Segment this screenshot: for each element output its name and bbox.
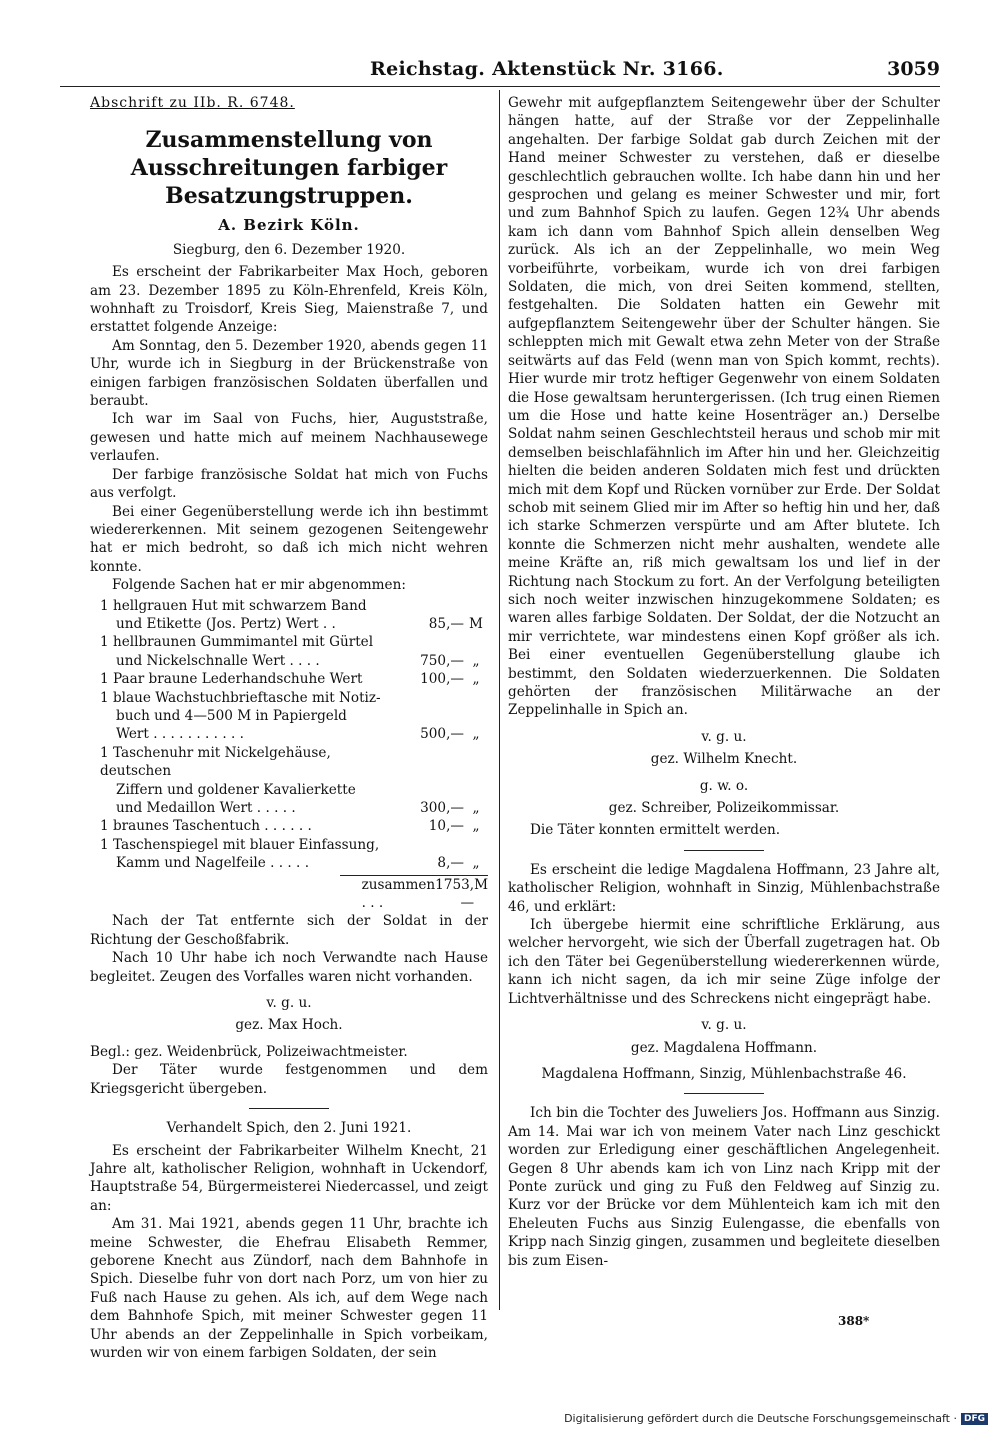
footer: [564, 1412, 988, 1425]
right-column: [508, 94, 940, 1270]
item-currency: „: [472, 652, 480, 669]
paragraph: Am 31. Mai 1921, abends gegen 11 Uhr, brachte ich meine Schwester, die Ehefrau Elisabeth Remmer, geborene Knecht aus Zündorf, nach dem Bahnhofe in Spich. Dieselbe fuhr von dort nach Porz, um von hier zu Fuß nach Hause zu gehen. Als ich, auf dem Wege nach dem Bahnhofe Spich, mit meiner Schwester gegen 11 Uhr abends an der Zeppelinhalle in Spich vorbeikam, wurden wir von einem farbigen Soldaten, der sein: [90, 1216, 488, 1361]
paragraph: Nach 10 Uhr habe ich noch Verwandte nach Hause begleitet. Zeugen des Vorfalles waren nicht vorhanden.: [90, 950, 488, 985]
place-date-1: Siegburg, den 6. Dezember 1920.: [172, 241, 406, 258]
vgu-mark: v. g. u.: [701, 1017, 747, 1034]
title-line-1: Zusammenstellung von Ausschreitungen farbiger: [130, 127, 448, 182]
footer-text: Digitalisierung gefördert durch die Deutsche Forschungsgemeinschaft ·: [564, 1412, 957, 1425]
item-amount: 750,—: [420, 652, 464, 669]
paragraph: Es erscheint die ledige Magdalena Hoffmann, 23 Jahre alt, katholischer Religion, wohnhaft in Sinzig, Mühlenbachstraße 46, und erklärt:: [508, 861, 940, 915]
item-currency: „: [472, 671, 480, 688]
section-divider: [684, 850, 764, 851]
paragraph: Am Sonntag, den 5. Dezember 1920, abends gegen 11 Uhr, wurde ich in Siegburg in der Brückenstraße von einigen farbigen französischen Soldaten überfallen und beraubt.: [90, 337, 488, 410]
signature-wilhelm-knecht: gez. Wilhelm Knecht.: [650, 751, 798, 768]
item-line: und Medaillon Wert . . . . .: [116, 800, 296, 816]
paragraph: Die Täter konnten ermittelt werden.: [530, 822, 781, 839]
list-item: [90, 836, 488, 873]
list-item: [90, 689, 488, 744]
page-number: 3059: [887, 58, 940, 80]
page-mark: 388*: [838, 1314, 870, 1328]
header-title: Reichstag. Aktenstück Nr. 3166.: [370, 58, 724, 80]
document-title: [90, 126, 488, 210]
item-currency: M: [469, 615, 483, 632]
list-item: [90, 597, 488, 634]
list-item: [90, 817, 488, 835]
item-line: buch und 4—500 M in Papiergeld: [116, 707, 347, 724]
place-date-2: Verhandelt Spich, den 2. Juni 1921.: [166, 1120, 412, 1137]
item-line: Wert . . . . . . . . . . .: [116, 726, 244, 743]
total-amount: 1753,—: [435, 876, 475, 912]
section-divider: [684, 1093, 764, 1094]
stolen-items-list: [90, 597, 488, 913]
certification: Begl.: gez. Weidenbrück, Polizeiwachtmeister.: [90, 1043, 408, 1060]
dfg-logo-icon: DFG: [961, 1413, 988, 1425]
header-rule: [60, 86, 940, 87]
item-currency: „: [472, 726, 480, 743]
item-amount: 100,—: [420, 671, 464, 688]
paragraph: Es erscheint der Fabrikarbeiter Wilhelm Knecht, 21 Jahre alt, katholischer Religion, wohnhaft in Uckendorf, Hauptstraße 54, Bürgermeisterei Niedercassel, und zeigt an:: [90, 1142, 488, 1214]
vgu-mark: v. g. u.: [266, 995, 312, 1012]
column-divider: [499, 90, 500, 1310]
paragraph: Der farbige französische Soldat hat mich von Fuchs aus verfolgt.: [90, 466, 488, 502]
paragraph: Der Täter wurde festgenommen und dem Kriegsgericht übergeben.: [90, 1062, 488, 1097]
gwo-mark: g. w. o.: [699, 777, 749, 794]
paragraph: Ich bin die Tochter des Juweliers Jos. Hoffmann aus Sinzig. Am 14. Mai war ich von meinem Vater nach Linz geschickt worden zur Erledigung einer geschäftlichen Angelegenheit. Gegen 8 Uhr abends kam ich von Linz nach Kripp mit der Ponte zurück und ging zu Fuß den Feldweg auf Sinzig zu. Kurz vor der Brücke vor dem Mühlenteich kam ich mit den Eheleuten Fuchs aus Sinzig Eulengasse, die ebenfalls von Kripp nach Sinzig gingen, zusammen und begleitete dieselben bis zum Eisen-: [508, 1105, 940, 1269]
total-label: zusammen . . .: [361, 876, 436, 912]
paragraph: Nach der Tat entfernte sich der Soldat in der Richtung der Geschoßfabrik.: [90, 913, 488, 948]
list-item: [90, 670, 488, 688]
paragraph: Ich war im Saal von Fuchs, hier, Auguststraße, gewesen und hatte mich auf meinem Nachhausewege verlaufen.: [90, 411, 488, 465]
list-item: [90, 633, 488, 670]
item-line: 1 hellbraunen Gummimantel mit Gürtel: [100, 634, 374, 651]
abschrift-reference: Abschrift zu IIb. R. 6748.: [90, 95, 295, 111]
list-item: [90, 744, 488, 818]
paragraph: Es erscheint der Fabrikarbeiter Max Hoch, geboren am 23. Dezember 1895 zu Köln-Ehrenfeld, Kreis Köln, wohnhaft zu Troisdorf, Kreis Sieg, Maienstraße 7, und erstattet folgende Anzeige:: [90, 264, 488, 336]
paragraph: Ich übergebe hiermit eine schriftliche Erklärung, aus welcher hervorgeht, wie sich der Überfall zugetragen hat. Ob ich den Täter bei Gegenüberstellung wiedererkennen würde, kann ich nicht sagen, da ich mir seine Züge infolge der Lichtverhältnisse und des Schreckens nicht eingeprägt habe.: [508, 917, 940, 1007]
section-heading: A. Bezirk Köln.: [218, 216, 360, 235]
item-currency: „: [472, 800, 480, 816]
item-currency: „: [472, 818, 480, 835]
item-line: 1 braunes Taschentuch . . . . . .: [100, 818, 312, 835]
paragraph: Gewehr mit aufgepflanztem Seitengewehr über der Schulter hängen hatte, auf der Straße vor der Zeppelinhalle angehalten. Der farbige Soldat gab durch Zeichen mit der Hand meiner Schwester zu verstehen, daß er dieselbe geschlechtlich gebrauchen wollte. Ich habe dann hin und her gesprochen und gelang es meiner Schwester und mir, fort und zum Bahnhof Spich zu laufen. Gegen 12¾ Uhr abends kam ich dann vom Bahnhof Spich allein denselben Weg zurück. Als ich an der Zeppelinhalle, wo mein Weg vorbeiführte, vorbeikam, wurde ich von drei farbigen Soldaten, die mich, von drei Seiten kommend, stellten, festgehalten. Die Soldaten hatten ein Gewehr mit aufgepflanztem Seitengewehr über der Schulter hängen. Sie schleppten mich mit Gewalt etwa zehn Meter von der Straße seitwärts auf das Feld (wenn man von Spich kommt, rechts). Hier wurde mir trotz heftiger Gegenwehr von einem Soldaten die Hose gewaltsam heruntergerissen. (Ich trug einen Riemen um die Hose und hatte keine Hosenträger an.) Derselbe Soldat nahm seinen Geschlechtsteil heraus und schob mir mit demselben beischlafähnlich im After hin und her. Gleichzeitig hielten die beiden anderen Soldaten mich fest und drückten mich mit dem Kopf und Rücken vornüber zur Erde. Der Soldat schob mit seinem Glied mir im After so heftig hin und her, daß ich starke Schmerzen verspürte und am After blutete. Ich konnte die Schmerzen nicht mehr aushalten, wendete alle meine Kräfte an, riß mich gewaltsam los und lief in der Richtung nach Stockum zu fort. An der Verfolgung beteiligten sich noch weiter inzwischen hinzugekommene Soldaten; es waren alles farbige Soldaten. Der Soldat, der die Notzucht an mir verrichtete, war mindestens einen Kopf größer als ich. Bei einer eventuellen Gegenüberstellung glaube ich bestimmt, den Soldaten wiederzuerkennen. Die Soldaten gehörten der französischen Militärwache an der Zeppelinhalle in Spich an.: [508, 95, 940, 719]
item-line: 1 Paar braune Lederhandschuhe Wert: [100, 671, 363, 688]
item-amount: 8,—: [437, 855, 464, 872]
item-amount: 300,—: [420, 800, 464, 816]
item-amount: 10,—: [428, 818, 464, 835]
item-amount: 85,—: [428, 615, 464, 632]
signature-schreiber: gez. Schreiber, Polizeikommissar.: [608, 800, 840, 817]
title-line-2: Besatzungstruppen.: [165, 183, 413, 210]
signature-magdalena-hoffmann: gez. Magdalena Hoffmann.: [630, 1039, 818, 1056]
item-line: 1 Taschenspiegel mit blauer Einfassung,: [100, 836, 380, 853]
item-line: Kamm und Nagelfeile . . . . .: [116, 855, 310, 872]
item-amount: 500,—: [420, 726, 464, 743]
section-divider: [249, 1108, 329, 1109]
item-line: und Etikette (Jos. Pertz) Wert . .: [116, 615, 336, 632]
item-currency: „: [472, 855, 480, 872]
paragraph: Bei einer Gegenüberstellung werde ich ihn bestimmt wiedererkennen. Mit seinem gezogenen Seitengewehr hat er mich bedroht, so daß ich mich nicht wehren konnte.: [90, 503, 488, 575]
signature-max-hoch: gez. Max Hoch.: [235, 1017, 343, 1034]
paragraph: Folgende Sachen hat er mir abgenommen:: [112, 577, 406, 594]
left-column: [90, 94, 488, 1362]
item-line: Ziffern und goldener Kavalierkette: [116, 781, 356, 798]
total-currency: M: [474, 876, 488, 893]
address-line: Magdalena Hoffmann, Sinzig, Mühlenbachstraße 46.: [541, 1065, 907, 1082]
item-line: 1 hellgrauen Hut mit schwarzem Band: [100, 597, 367, 614]
page-header: [60, 58, 940, 82]
item-line: 1 blaue Wachstuchbrieftasche mit Notiz-: [100, 689, 381, 706]
vgu-mark: v. g. u.: [701, 728, 747, 745]
item-line: 1 Taschenuhr mit Nickelgehäuse, deutschen: [100, 744, 331, 780]
item-line: und Nickelschnalle Wert . . . .: [116, 652, 320, 669]
total-row: [340, 875, 488, 913]
